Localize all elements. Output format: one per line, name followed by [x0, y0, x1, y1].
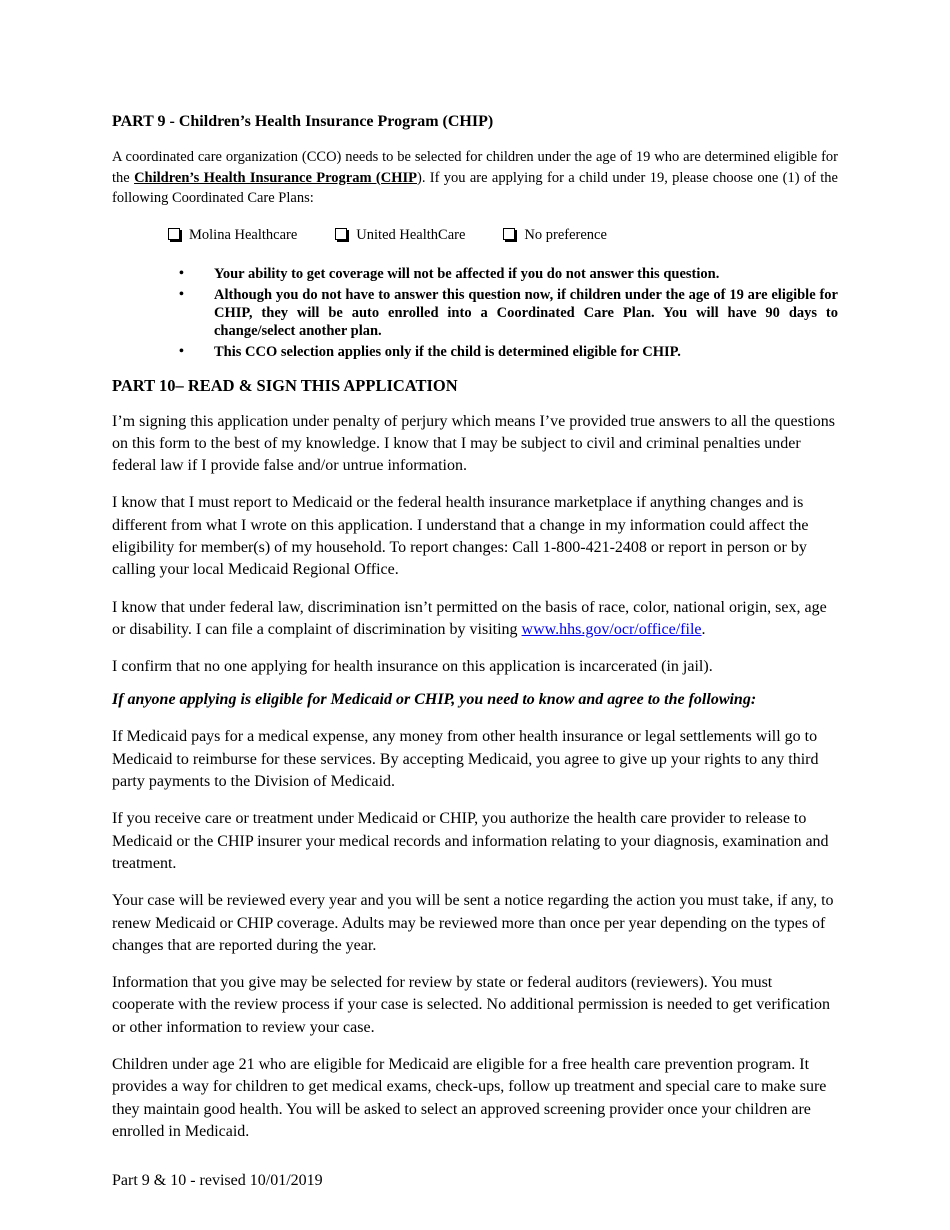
note-text: Your ability to get coverage will not be affected if you do not answer this question. [214, 265, 720, 282]
cco-plan-options [168, 225, 838, 245]
discrimination-text: I know that under federal law, discrimination isn’t permitted on the basis of race, color, national origin, sex, age or disability. I can file a complaint of discrimination by visiting [112, 598, 827, 638]
checkbox-icon[interactable] [168, 228, 180, 240]
incarceration-paragraph: I confirm that no one applying for health insurance on this application is incarcerated (in jail). [112, 658, 713, 676]
document-page [112, 112, 838, 1143]
option-label: Molina Healthcare [189, 226, 298, 243]
child-screening-paragraph: Children under age 21 who are eligible for Medicaid are eligible for a free health care prevention program. It provides a way for children to get medical exams, check-ups, follow up treatment and special care to make sure they maintain good health. You will be asked to select an approved screening provider once your children are enrolled in Medicaid. [112, 1056, 827, 1140]
part9-notes [112, 265, 838, 361]
bullet-icon: • [179, 265, 184, 281]
option-label: United HealthCare [356, 226, 466, 243]
checkbox-icon[interactable] [335, 228, 347, 240]
chip-program-name: Children’s Health Insurance Program (CHIP [134, 169, 417, 186]
note-text: Although you do not have to answer this question now, if children under the age of 19 are eligible for CHIP, they will be auto enrolled into a Coordinated Care Plan. You will have 90 days to change/select another plan. [214, 286, 838, 339]
part9-heading: PART 9 - Children’s Health Insurance Program (CHIP) [112, 113, 494, 130]
hhs-complaint-link[interactable]: www.hhs.gov/ocr/office/file [521, 620, 702, 638]
part9-intro [112, 147, 838, 209]
note-item [112, 265, 838, 283]
third-party-payments-paragraph: If Medicaid pays for a medical expense, any money from other health insurance or legal settlements will go to Medicaid to reimburse for these services. By accepting Medicaid, you agree to give up your rights to any third party payments to the Division of Medicaid. [112, 728, 819, 791]
note-item [112, 286, 838, 340]
discrimination-text-end: . [701, 620, 706, 638]
option-no-preference[interactable] [503, 225, 607, 245]
option-molina-healthcare[interactable] [168, 225, 297, 245]
medical-records-paragraph: If you receive care or treatment under Medicaid or CHIP, you authorize the health care provider to release to Medicaid or the CHIP insurer your medical records and information relating to your diagnosis, examination and treatment. [112, 810, 829, 872]
bullet-icon: • [179, 343, 184, 359]
page-footer: Part 9 & 10 - revised 10/01/2019 [112, 1172, 323, 1189]
discrimination-paragraph [112, 597, 838, 642]
bullet-icon: • [179, 286, 184, 302]
option-united-healthcare[interactable] [335, 225, 465, 245]
part10-heading: PART 10– READ & SIGN THIS APPLICATION [112, 375, 458, 395]
intro-text-after: ). If you are applying for a child under 19, please choose one (1) of the following Coordinated Care Plans: [112, 169, 838, 206]
option-label: No preference [524, 226, 607, 243]
annual-review-paragraph: Your case will be reviewed every year and you will be sent a notice regarding the action you must take, if any, to renew Medicaid or CHIP coverage. Adults may be reviewed more than once per year depending on the types of changes that are reported during the year. [112, 892, 834, 954]
note-item [112, 343, 838, 361]
checkbox-icon[interactable] [503, 228, 515, 240]
medicaid-agreement-heading: If anyone applying is eligible for Medicaid or CHIP, you need to know and agree to the following: [112, 691, 757, 709]
audit-review-paragraph: Information that you give may be selected for review by state or federal auditors (reviewers). You must cooperate with the review process if your case is selected. No additional permission is needed to get verification or other information to review your case. [112, 974, 830, 1036]
report-changes-paragraph: I know that I must report to Medicaid or the federal health insurance marketplace if anything changes and is different from what I wrote on this application. I understand that a change in my information could affect the eligibility for member(s) of my household. To report changes: Call 1-800-421-2408 or report in person or by calling your local Medicaid Regional Office. [112, 494, 809, 579]
perjury-paragraph: I’m signing this application under penalty of perjury which means I’ve provided true answers to all the questions on this form to the best of my knowledge. I know that I may be subject to civil and criminal penalties under federal law if I provide false and/or untrue information. [112, 412, 835, 475]
note-text: This CCO selection applies only if the child is determined eligible for CHIP. [214, 343, 681, 360]
intro-text-before: A coordinated care organization (CCO) needs to be selected for children under the age of 19 who are determined eligible for the [112, 149, 838, 186]
